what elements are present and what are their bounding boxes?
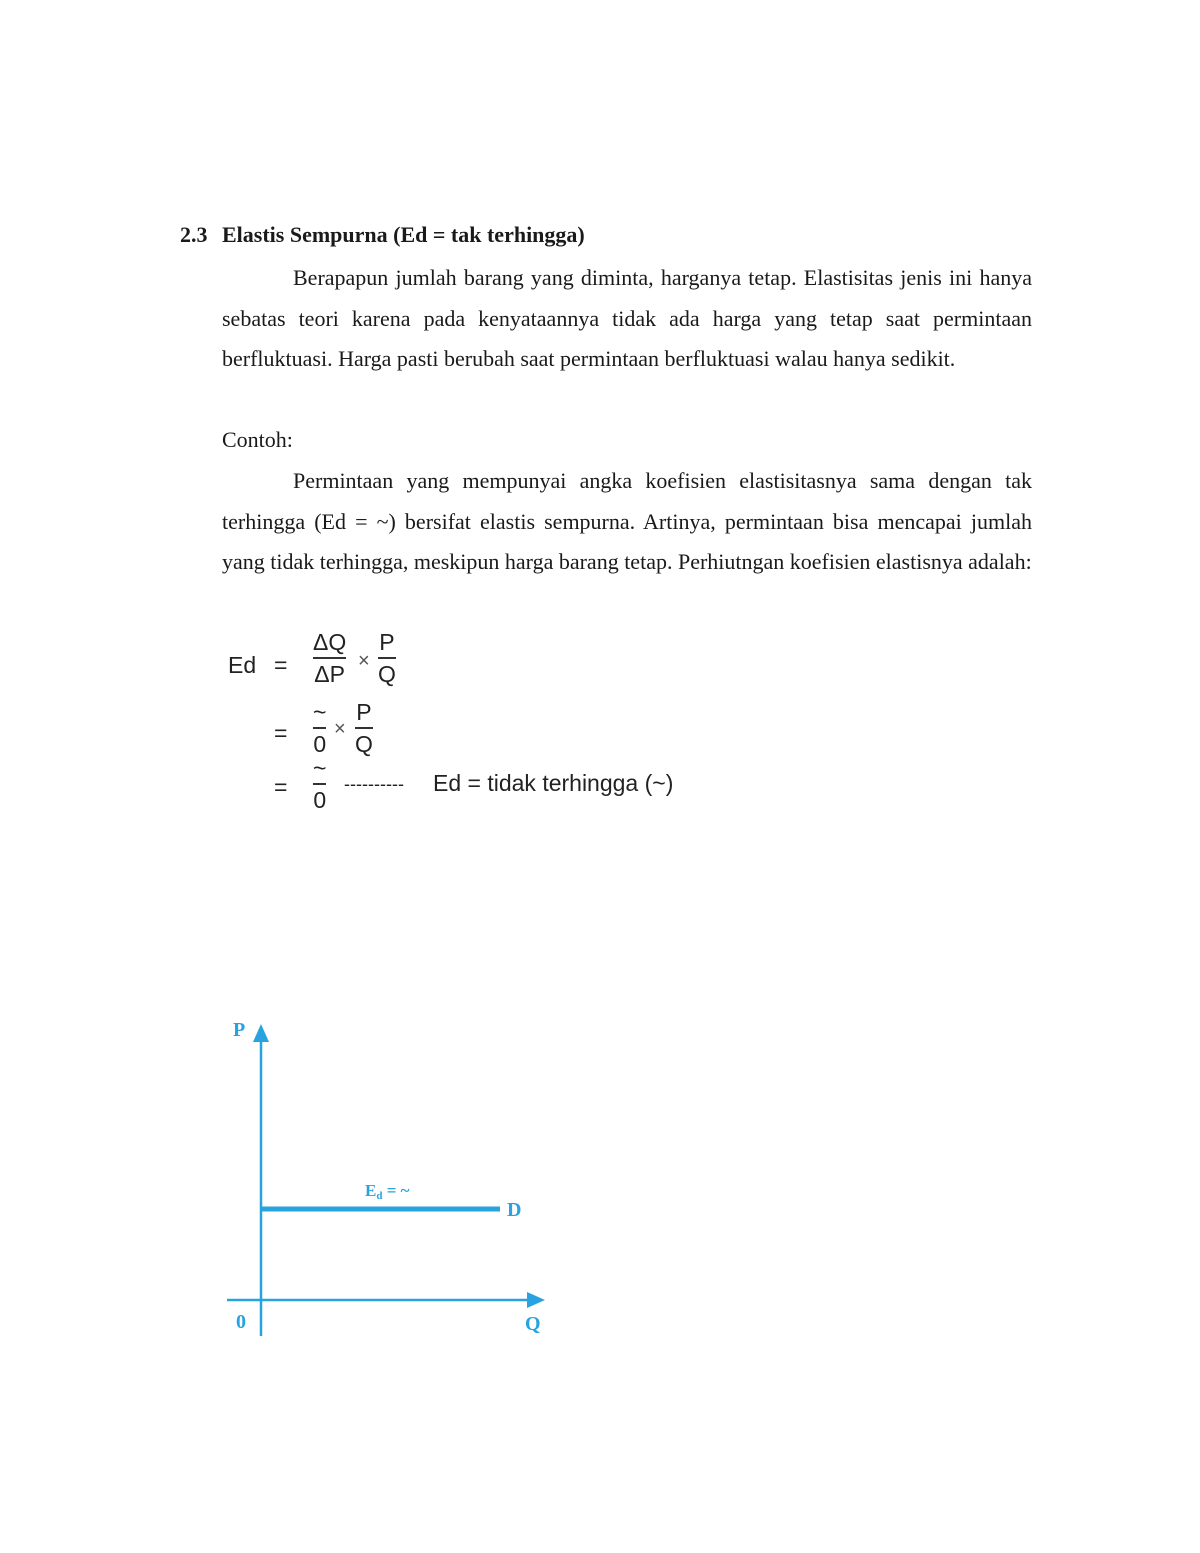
- graph-svg: [215, 1010, 575, 1350]
- section-title: Elastis Sempurna (Ed = tak terhingga): [222, 222, 585, 247]
- formula-result: Ed = tidak terhingga (~): [433, 770, 674, 796]
- section-number: 2.3: [180, 222, 208, 247]
- fraction-tilde-over-zero-result: [313, 754, 326, 814]
- fraction-tilde-over-zero: [313, 698, 326, 758]
- numerator-p: P: [356, 699, 372, 725]
- times-sign-2: ×: [334, 718, 346, 740]
- x-axis-label: Q: [525, 1313, 541, 1335]
- fraction-bar: [313, 657, 346, 659]
- fraction-bar: [378, 657, 396, 659]
- numerator-tilde: ~: [313, 699, 327, 725]
- fraction-bar: [313, 783, 326, 785]
- y-axis-label: P: [233, 1019, 246, 1041]
- formula-lhs: Ed: [228, 652, 257, 678]
- demand-label: D: [507, 1199, 522, 1221]
- fraction-bar: [313, 727, 326, 729]
- elasticity-label-e: E: [365, 1181, 377, 1200]
- fraction-bar: [355, 727, 373, 729]
- elasticity-label-value: = ~: [382, 1181, 410, 1200]
- denominator-zero: 0: [313, 730, 327, 757]
- denominator-delta-p: ΔP: [314, 660, 345, 687]
- formula-equals-2: =: [274, 720, 288, 746]
- x-axis-arrow: [527, 1292, 545, 1308]
- denominator-q: Q: [355, 730, 373, 757]
- fraction-p-over-q-2: [355, 698, 373, 758]
- numerator-delta-q: ΔQ: [313, 629, 347, 655]
- perfectly-elastic-demand-graph: [215, 1010, 575, 1350]
- numerator-p: P: [379, 629, 395, 655]
- fraction-delta-q-over-delta-p: [313, 628, 346, 688]
- numerator-tilde: ~: [313, 755, 327, 781]
- elasticity-label-d: d: [376, 1190, 383, 1202]
- formula-equals-3: =: [274, 774, 288, 800]
- formula-dashes: ----------: [344, 774, 404, 794]
- paragraph-definition: Berapapun jumlah barang yang diminta, harganya tetap. Elastisitas jenis ini hanya sebatas teori karena pada kenyataannya tidak ada harga yang tetap saat permintaan berfluktuasi. Harga pasti berubah saat permintaan berfluktuasi walau hanya sedikit.: [222, 265, 1032, 371]
- denominator-q: Q: [378, 660, 396, 687]
- elasticity-formula: [228, 628, 698, 828]
- section-heading: [180, 222, 585, 248]
- y-axis-arrow: [253, 1024, 269, 1042]
- elasticity-label: [365, 1181, 410, 1202]
- fraction-p-over-q: [378, 628, 396, 688]
- formula-equals-1: =: [274, 652, 288, 678]
- times-sign-1: ×: [358, 650, 370, 672]
- denominator-zero: 0: [313, 786, 327, 813]
- origin-label: 0: [236, 1311, 246, 1333]
- paragraph-example: Permintaan yang mempunyai angka koefisien elastisitasnya sama dengan tak terhingga (Ed = ~) bersifat elastis sempurna. Artinya, permintaan bisa mencapai jumlah yang tidak terhingga, meskipun harga barang tetap. Perhiutngan koefisien elastisnya adalah:: [222, 468, 1032, 574]
- paragraph-example-label: Contoh:: [222, 427, 293, 452]
